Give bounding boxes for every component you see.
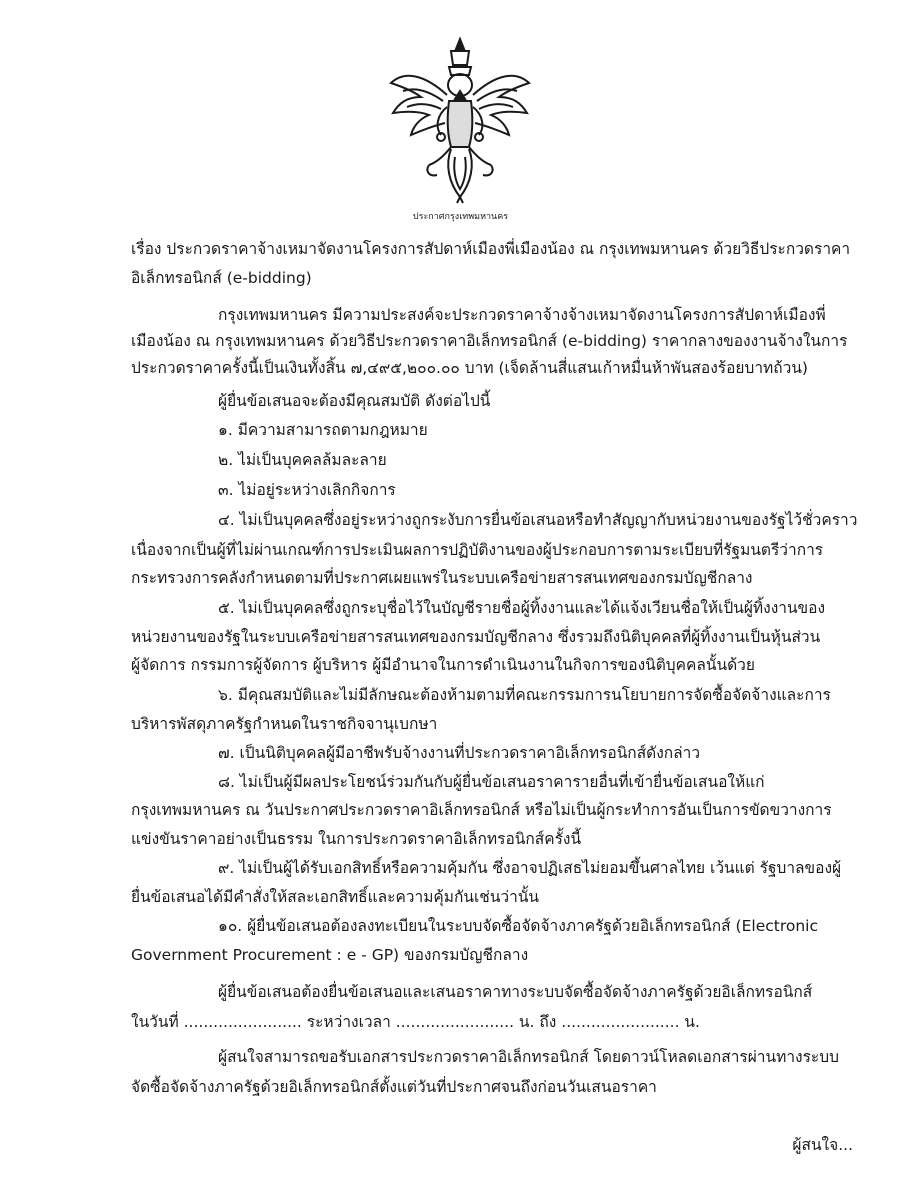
qualification-item-5-line-1: ๕. ไม่เป็นบุคคลซึ่งถูกระบุชื่อไว้ในบัญชีรายชื่อผู้ทิ้งงานและได้แจ้งเวียนชื่อให้เป็นผู้ทิ้งงานของ	[218, 599, 826, 617]
intro-line-2: เมืองน้อง ณ กรุงเทพมหานคร ด้วยวิธีประกวดราคาอิเล็กทรอนิกส์ (e-bidding) ราคากลางของงานจ้างในการ	[131, 332, 848, 350]
qualification-item-5-line-3: ผู้จัดการ กรรมการผู้จัดการ ผู้บริหาร ผู้มีอำนาจในการดำเนินงานในกิจการของนิติบุคคลนั้นด้วย	[131, 656, 755, 674]
document-title: ประกาศกรุงเทพมหานคร	[412, 212, 509, 222]
qualification-item-8-line-3: แข่งขันราคาอย่างเป็นธรรม ในการประกวดราคาอิเล็กทรอนิกส์ครั้งนี้	[131, 830, 582, 848]
intro-line-1: กรุงเทพมหานคร มีความประสงค์จะประกวดราคาจ้างจ้างเหมาจัดงานโครงการสัปดาห์เมืองพี่	[218, 306, 826, 324]
qualification-item-1: ๑. มีความสามารถตามกฎหมาย	[218, 421, 428, 439]
continued-marker: ผู้สนใจ...	[792, 1136, 853, 1154]
garuda-emblem-icon	[385, 35, 535, 205]
documents-line-2: จัดซื้อจัดจ้างภาครัฐด้วยอิเล็กทรอนิกส์ตั้งแต่วันที่ประกาศจนถึงก่อนวันเสนอราคา	[131, 1078, 657, 1096]
qualification-item-2: ๒. ไม่เป็นบุคคลล้มละลาย	[218, 451, 387, 469]
qualification-heading: ผู้ยื่นข้อเสนอจะต้องมีคุณสมบัติ ดังต่อไปนี้	[218, 392, 491, 410]
intro-line-3: ประกวดราคาครั้งนี้เป็นเงินทั้งสิ้น ๗,๔๙๕,๒๐๐.๐๐ บาท (เจ็ดล้านสี่แสนเก้าหมื่นห้าพันสองร้อยบาทถ้วน)	[131, 359, 808, 377]
qualification-item-4-line-3: กระทรวงการคลังกำหนดตามที่ประกาศเผยแพร่ในระบบเครือข่ายสารสนเทศของกรมบัญชีกลาง	[131, 569, 753, 587]
qualification-item-3: ๓. ไม่อยู่ระหว่างเลิกกิจการ	[218, 481, 396, 499]
qualification-item-5-line-2: หน่วยงานของรัฐในระบบเครือข่ายสารสนเทศของกรมบัญชีกลาง ซึ่งรวมถึงนิติบุคคลที่ผู้ทิ้งงานเป็นหุ้นส่วน	[131, 628, 821, 646]
qualification-item-4-line-1: ๔. ไม่เป็นบุคคลซึ่งอยู่ระหว่างถูกระงับการยื่นข้อเสนอหรือทำสัญญากับหน่วยงานของรัฐไว้ชั่วคราว	[218, 511, 858, 529]
qualification-item-4-line-2: เนื่องจากเป็นผู้ที่ไม่ผ่านเกณฑ์การประเมินผลการปฏิบัติงานของผู้ประกอบการตามระเบียบที่รัฐมนตรีว่าการ	[131, 541, 824, 559]
subject-line-2: อิเล็กทรอนิกส์ (e-bidding)	[131, 269, 312, 287]
qualification-item-10-line-2: Government Procurement : e - GP) ของกรมบัญชีกลาง	[131, 946, 529, 964]
documents-line-1: ผู้สนใจสามารถขอรับเอกสารประกวดราคาอิเล็กทรอนิกส์ โดยดาวน์โหลดเอกสารผ่านทางระบบ	[218, 1048, 839, 1066]
qualification-item-6-line-2: บริหารพัสดุภาครัฐกำหนดในราชกิจจานุเบกษา	[131, 715, 438, 733]
qualification-item-9-line-2: ยื่นข้อเสนอได้มีคำสั่งให้สละเอกสิทธิ์และความคุ้มกันเช่นว่านั้น	[131, 888, 540, 906]
qualification-item-8-line-2: กรุงเทพมหานคร ณ วันประกาศประกวดราคาอิเล็กทรอนิกส์ หรือไม่เป็นผู้กระทำการอันเป็นการขัดขวางการ	[131, 801, 832, 819]
submission-line-2: ในวันที่ ........................ ระหว่างเวลา ........................ น. ถึง ........................ น.	[131, 1013, 700, 1031]
qualification-item-6-line-1: ๖. มีคุณสมบัติและไม่มีลักษณะต้องห้ามตามที่คณะกรรมการนโยบายการจัดซื้อจัดจ้างและการ	[218, 686, 831, 704]
qualification-item-7: ๗. เป็นนิติบุคคลผู้มีอาชีพรับจ้างงานที่ประกวดราคาอิเล็กทรอนิกส์ดังกล่าว	[218, 744, 701, 762]
submission-line-1: ผู้ยื่นข้อเสนอต้องยื่นข้อเสนอและเสนอราคาทางระบบจัดซื้อจัดจ้างภาครัฐด้วยอิเล็กทรอนิกส์	[218, 983, 813, 1001]
qualification-item-8-line-1: ๘. ไม่เป็นผู้มีผลประโยชน์ร่วมกันกับผู้ยื่นข้อเสนอราคารายอื่นที่เข้ายื่นข้อเสนอให้แก่	[218, 773, 765, 791]
qualification-item-9-line-1: ๙. ไม่เป็นผู้ได้รับเอกสิทธิ์หรือความคุ้มกัน ซึ่งอาจปฏิเสธไม่ยอมขึ้นศาลไทย เว้นแต่ รัฐบาลของผู้	[218, 859, 842, 877]
qualification-item-10-line-1: ๑๐. ผู้ยื่นข้อเสนอต้องลงทะเบียนในระบบจัดซื้อจัดจ้างภาครัฐด้วยอิเล็กทรอนิกส์ (Electronic	[218, 917, 818, 935]
subject-line-1: เรื่อง ประกวดราคาจ้างเหมาจัดงานโครงการสัปดาห์เมืองพี่เมืองน้อง ณ กรุงเทพมหานคร ด้วยวิธีประกวดราคา	[131, 240, 851, 258]
